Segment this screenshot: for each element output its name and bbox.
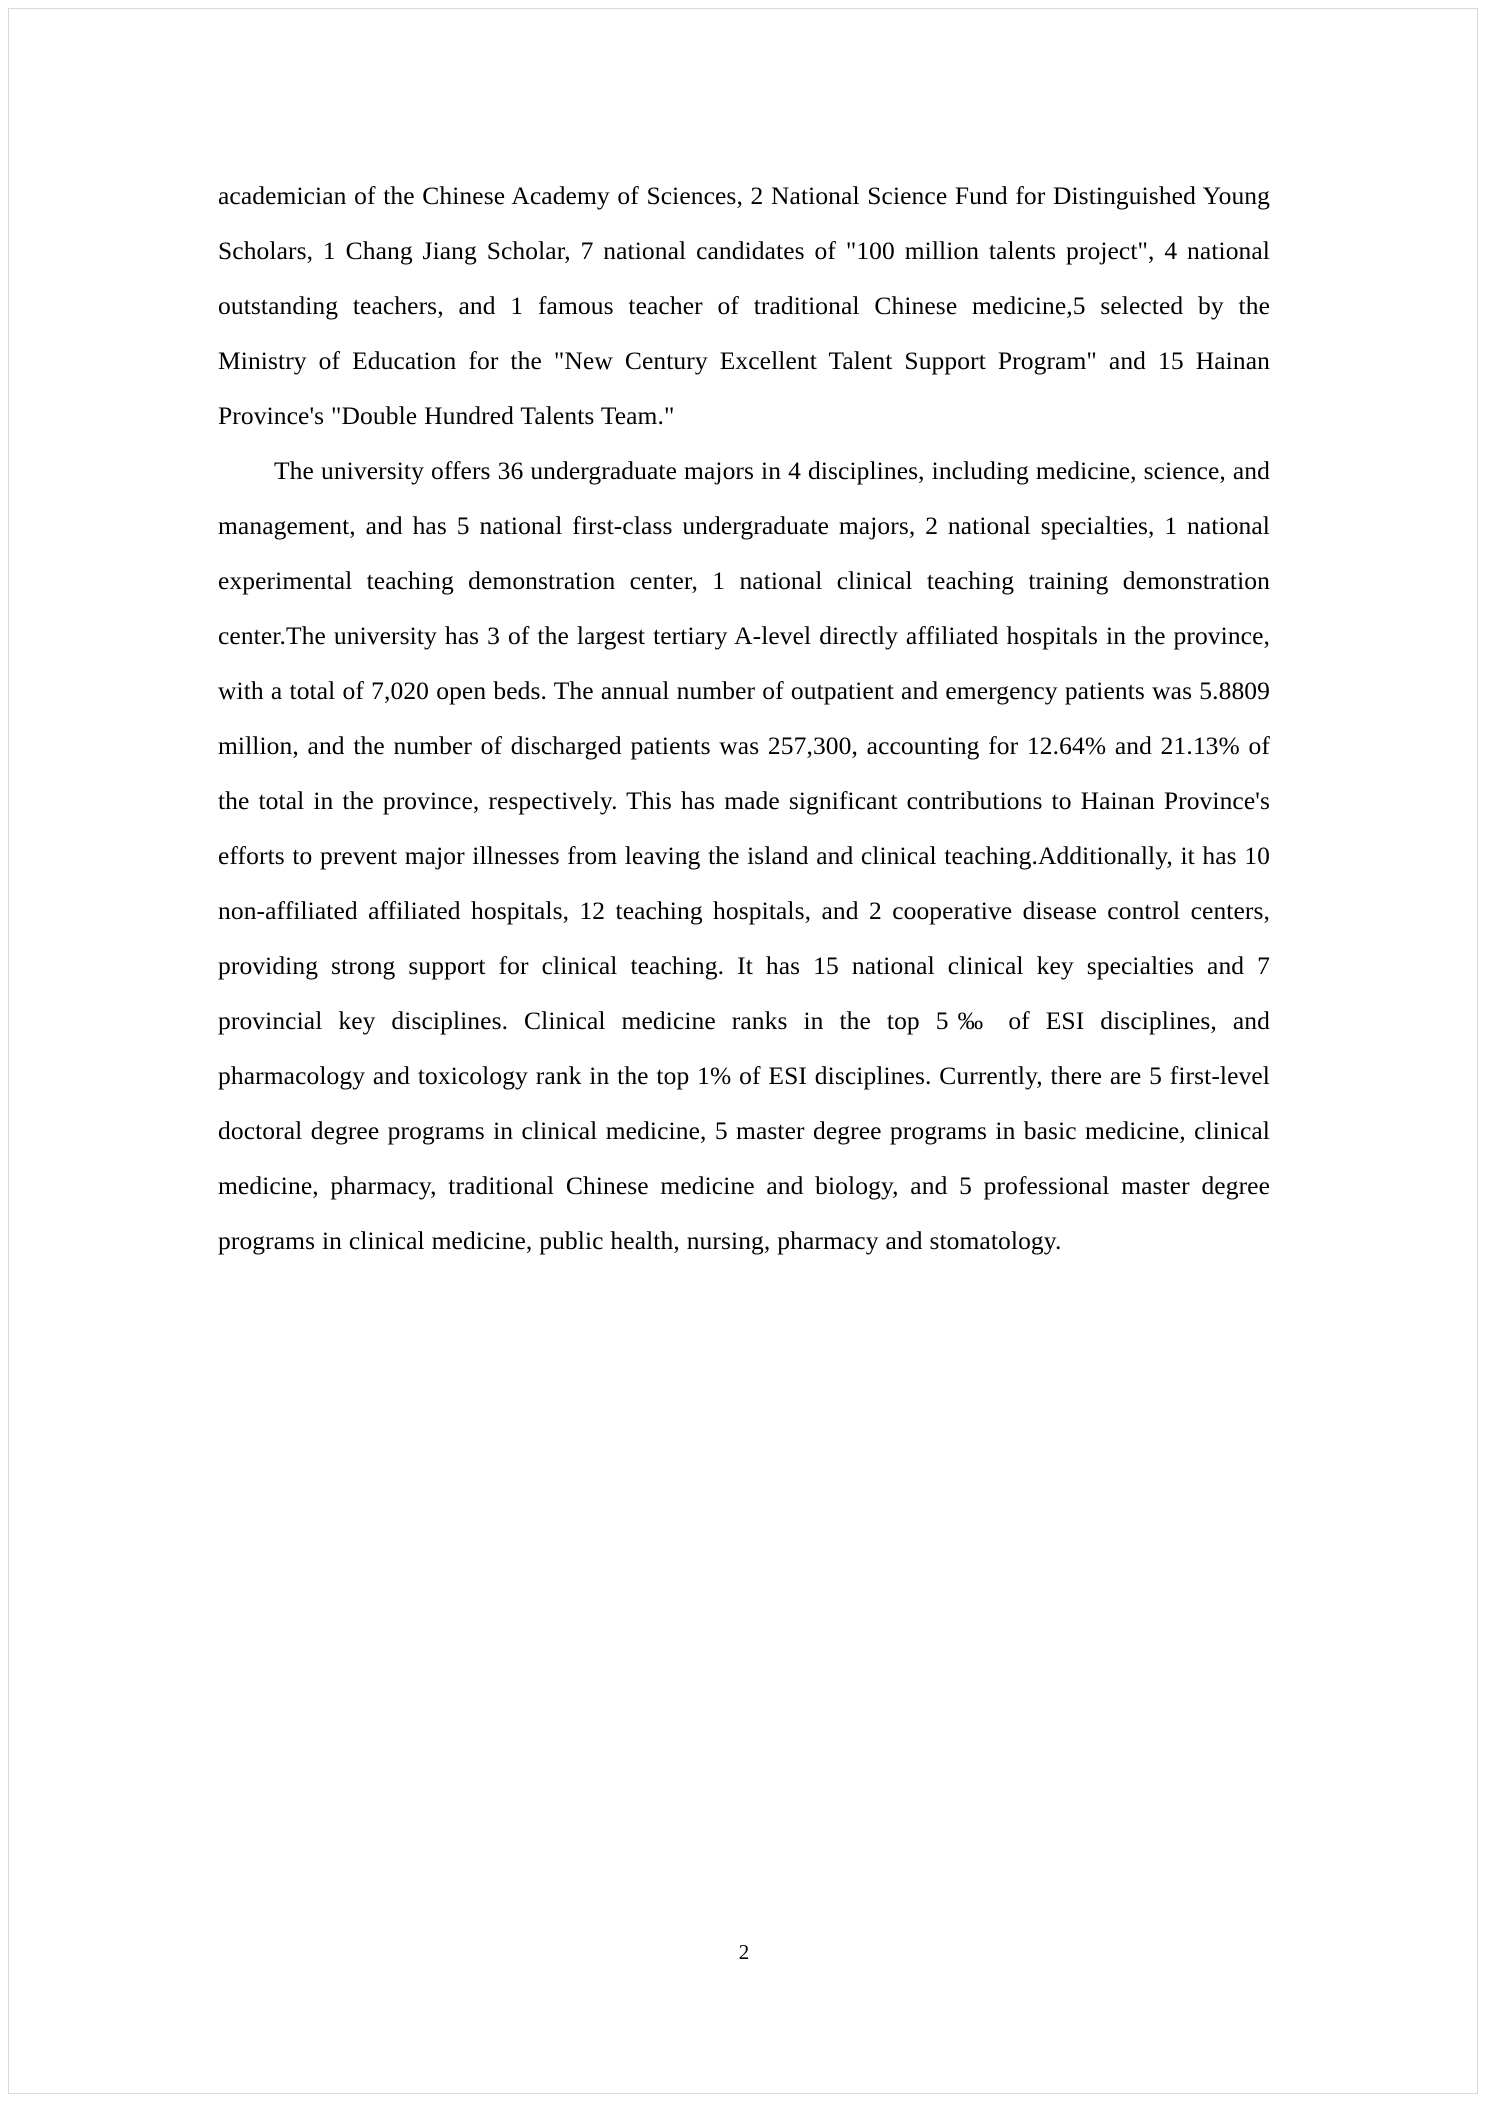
paragraph-2: The university offers 36 undergraduate majors in 4 disciplines, including medicine, science, and management, and has 5 national first-class undergraduate majors, 2 national specialties, 1 national experimental teaching demonstration center, 1 national clinical teaching training demonstration center.The university has 3 of the largest tertiary A-level directly affiliated hospitals in the province, with a total of 7,020 open beds. The annual number of outpatient and emergency patients was 5.8809 million, and the number of discharged patients was 257,300, accounting for 12.64% and 21.13% of the total in the province, respectively. This has made significant contributions to Hainan Province's efforts to prevent major illnesses from leaving the island and clinical teaching.Additionally, it has 10 non-affiliated affiliated hospitals, 12 teaching hospitals, and 2 cooperative disease control centers, providing strong support for clinical teaching. It has 15 national clinical key specialties and 7 provincial key disciplines. Clinical medicine ranks in the top 5‰ of ESI disciplines, and pharmacology and toxicology rank in the top 1% of ESI disciplines. Currently, there are 5 first-level doctoral degree programs in clinical medicine, 5 master degree programs in basic medicine, clinical medicine, pharmacy, traditional Chinese medicine and biology, and 5 professional master degree programs in clinical medicine, public health, nursing, pharmacy and stomatology. [218,456,1270,1255]
paragraph-1: academician of the Chinese Academy of Sciences, 2 National Science Fund for Distinguished Young Scholars, 1 Chang Jiang Scholar, 7 national candidates of "100 million talents project", 4 national outstanding teachers, and 1 famous teacher of traditional Chinese medicine,5 selected by the Ministry of Education for the "New Century Excellent Talent Support Program" and 15 Hainan Province's "Double Hundred Talents Team." [218,181,1270,430]
page-number: 2 [738,1940,750,1964]
document-body [218,168,1270,1268]
